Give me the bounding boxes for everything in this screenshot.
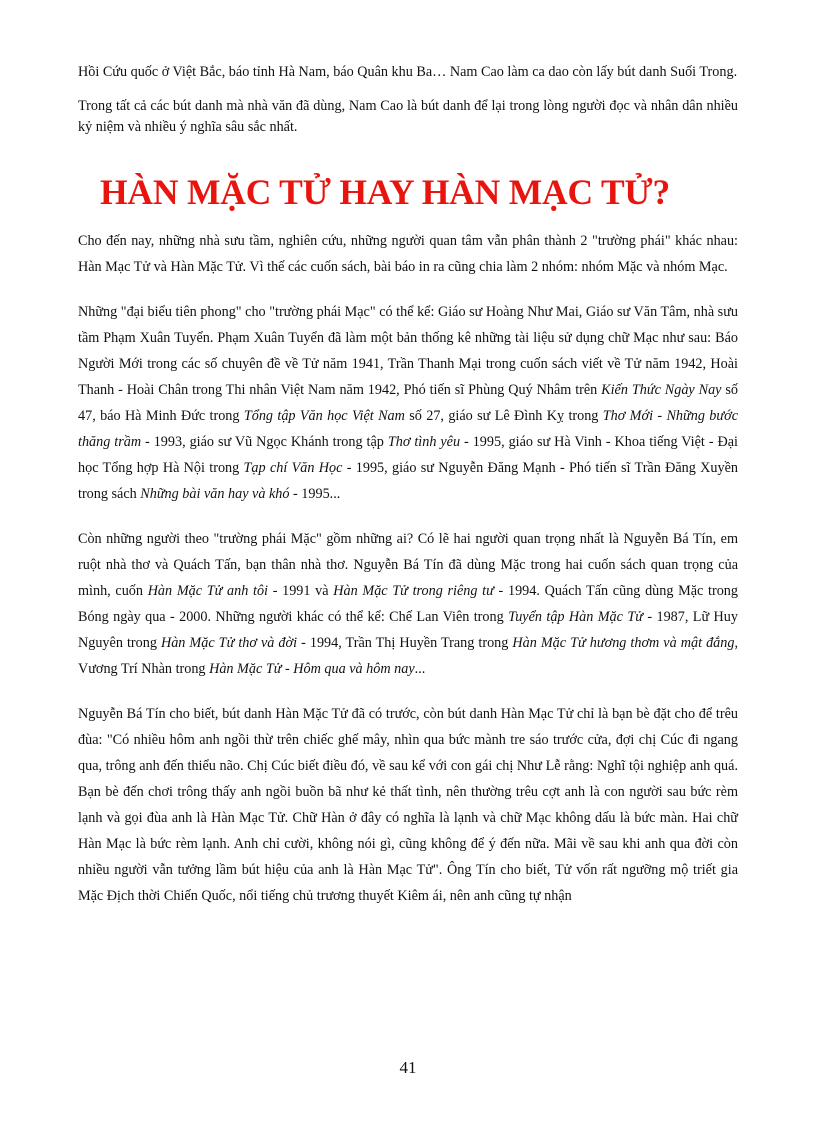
text-run: Những "đại biểu tiên phong" cho "trường phái Mạc" có thể kể: Giáo sư Hoàng Như Mai, Giáo sư Văn Tâm, nhà sưu tầm Phạm Xuân Tuyển. Phạm Xuân Tuyển đã làm một bản thống kê những tài liệu sử dụng chữ Mạc như sau: Báo Người Mới trong các số chuyên đề về Tử năm 1941, Trần Thanh Mại trong cuốn sách viết về Tử năm 1942, Hoài Thanh - Hoài Chân trong Thi nhân Việt Nam năm 1942, Phó tiến sĩ Phùng Quý Nhâm trên (78, 304, 738, 398)
cited-title: Kiến Thức Ngày Nay (601, 382, 722, 398)
paragraph-3 (78, 228, 738, 280)
cited-title: Tạp chí Văn Học (243, 460, 343, 476)
text-run: Nguyễn Bá Tín cho biết, bút danh Hàn Mặc Tử đã có trước, còn bút danh Hàn Mạc Tử chỉ là bạn bè đặt cho để trêu đùa: "Có nhiều hôm anh ngồi thừ trên chiếc ghế mây, nhìn qua bức mành tre sáo trước cửa, đợi chị Cúc đi ngang qua, trông anh đến thiểu não. Chị Cúc biết điều đó, về sau kể với con gái chị Như Lễ rằng: Nghĩ tội nghiệp anh quá. Bạn bè đến chơi trông thấy anh ngồi buồn bã như kẻ thất tình, nên thường trêu cợt anh là con người sau bức rèm lạnh và gọi đùa anh là Hàn Mạc Tử. Chữ Hàn ở đây có nghĩa là lạnh và chữ Mạc không dấu là bức màn. Hai chữ Hàn Mạc là bức rèm lạnh. Anh chỉ cười, không nói gì, cũng không để ý đến nữa. Mãi về sau khi anh qua đời còn nhiều người vẫn tưởng lầm bút hiệu của anh là Hàn Mạc Tử". Ông Tín cho biết, Tử vốn rất ngưỡng mộ triết gia Mặc Địch thời Chiến Quốc, nổi tiếng chủ trương thuyết Kiêm ái, nên anh cũng tự nhận (78, 706, 738, 904)
cited-title: Thơ tình yêu (387, 434, 461, 450)
paragraph-6 (78, 701, 738, 909)
cited-title: Hàn Mặc Tử - Hôm qua và hôm nay (209, 661, 415, 677)
cited-title: Hàn Mặc Tử trong riêng tư (333, 583, 494, 599)
text-run: - 1995, giáo sư Nguyễn Đăng Mạnh - Phó tiến sĩ Trần Đăng Xuyền trong sách (78, 460, 738, 502)
text-run: - 1991 và (268, 583, 334, 599)
text-run: - 1994, Trần Thị Huyền Trang trong (297, 635, 513, 651)
text-run: , Vương Trí Nhàn trong (78, 635, 738, 677)
text-run: số 27, giáo sư Lê Đình Kỵ trong (404, 408, 603, 424)
text-run: - 1995... (289, 486, 341, 502)
page-number: 41 (399, 1058, 417, 1077)
text-run: - 1993, giáo sư Vũ Ngọc Khánh trong tập (141, 434, 388, 450)
cited-title: Hàn Mặc Tử anh tôi (147, 583, 268, 599)
text-run: - 1987, Lữ Huy Nguyên trong (78, 609, 738, 651)
text-run: - 1994. Quách Tấn cũng dùng Mặc trong Bóng ngày qua - 2000. Những người khác có thể kể: Chế Lan Viên trong (78, 583, 738, 625)
cited-title: Tổng tập Văn học Việt Nam (243, 408, 405, 424)
text-run: - 1995, giáo sư Hà Vinh - Khoa tiếng Việt - Đại học Tổng hợp Hà Nội trong (78, 434, 738, 476)
cited-title: Hàn Mặc Tử hương thơm và mật đắng (512, 635, 735, 651)
text-run: số 47, báo Hà Minh Đức trong (78, 382, 738, 424)
text-run: Cho đến nay, những nhà sưu tầm, nghiên cứu, những người quan tâm vẫn phân thành 2 "trường phái" khác nhau: Hàn Mạc Tử và Hàn Mặc Tử. Vì thế các cuốn sách, bài báo in ra cũng chia làm 2 nhóm: nhóm Mặc và nhóm Mạc. (78, 233, 738, 275)
cited-title: Hàn Mặc Tử thơ và đời (160, 635, 298, 651)
document-page (78, 62, 738, 909)
text-run: Hồi Cứu quốc ở Việt Bắc, báo tỉnh Hà Nam, báo Quân khu Ba… Nam Cao làm ca dao còn lấy bút danh Suối Trong. (78, 64, 738, 80)
cited-title: Những bài văn hay và khó (140, 486, 290, 502)
paragraph-2 (78, 96, 738, 138)
paragraph-5 (78, 526, 738, 682)
cited-title: Thơ Mới - Những bước thăng trầm (78, 408, 739, 450)
paragraph-4 (78, 299, 738, 507)
text-run: Trong tất cả các bút danh mà nhà văn đã dùng, Nam Cao là bút danh để lại trong lòng người đọc và nhân dân nhiều kỷ niệm và nhiều ý nghĩa sâu sắc nhất. (78, 98, 738, 135)
cited-title: Tuyển tập Hàn Mặc Tử (508, 609, 643, 625)
paragraph-1 (78, 62, 738, 83)
text-run: ... (414, 661, 426, 677)
section-heading: HÀN MẶC TỬ HAY HÀN MẠC TỬ? (100, 172, 671, 212)
text-run: Còn những người theo "trường phái Mặc" gồm những ai? Có lẽ hai người quan trọng nhất là Nguyễn Bá Tín, em ruột nhà thơ và Quách Tấn, bạn thân nhà thơ. Nguyễn Bá Tín đã dùng Mặc trong hai cuốn sách quan trọng của mình, cuốn (78, 531, 738, 599)
